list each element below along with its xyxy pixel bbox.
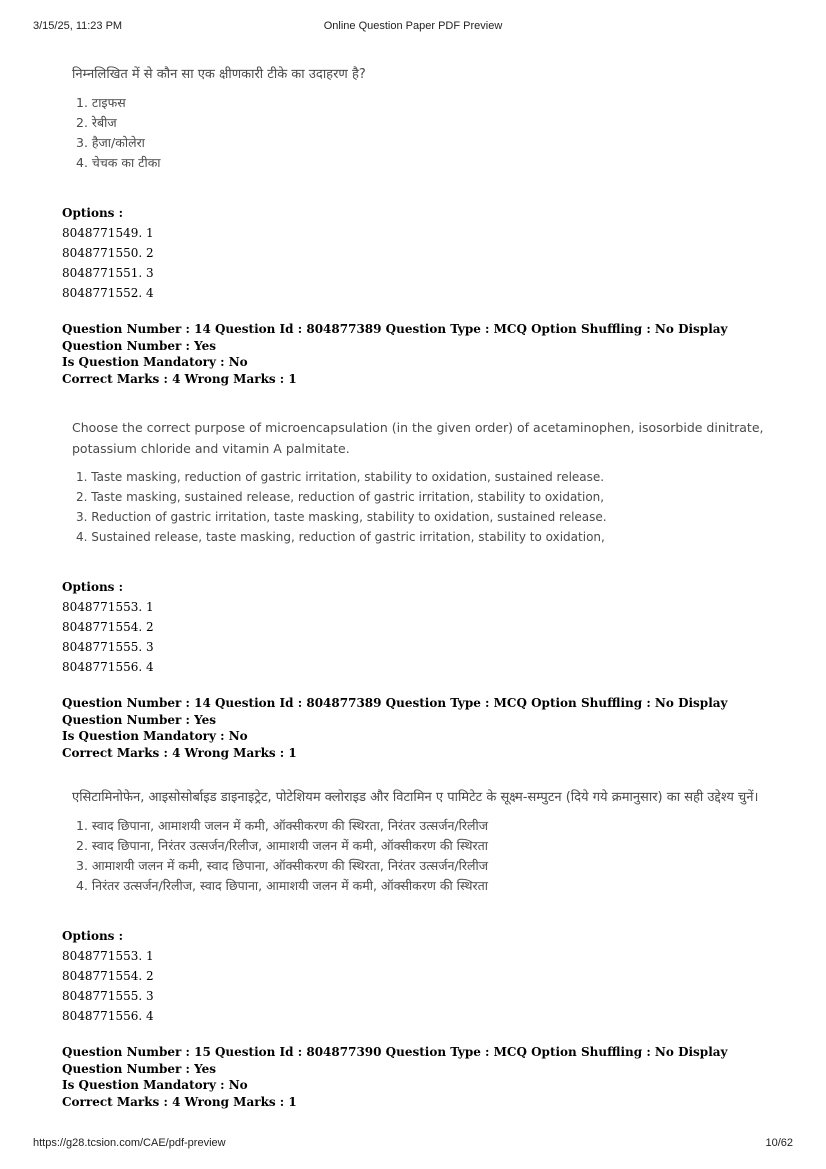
page-number: 10/62: [765, 1137, 793, 1149]
choice-3: 3. हैजा/कोलेरा: [76, 135, 145, 150]
option-item: 8048771549. 1: [62, 226, 154, 240]
meta-line: Is Question Mandatory : No: [62, 729, 248, 743]
choice-3: 3. Reduction of gastric irritation, taste masking, stability to oxidation, sustained release.: [76, 510, 607, 524]
question-image-2: [62, 417, 782, 547]
option-item: 8048771556. 4: [62, 1009, 154, 1023]
choice-4: 4. Sustained release, taste masking, reduction of gastric irritation, stability to oxidation,: [76, 530, 605, 544]
option-item: 8048771555. 3: [62, 640, 154, 654]
options-list-1: [62, 203, 782, 303]
choice-3: 3. आमाशयी जलन में कमी, स्वाद छिपाना, ऑक्सीकरण की स्थिरता, निरंतर उत्सर्जन/रिलीज: [76, 858, 488, 873]
question-image-1: [62, 64, 782, 173]
choice-1: 1. Taste masking, reduction of gastric irritation, stability to oxidation, sustained release.: [76, 470, 605, 484]
print-title: Online Question Paper PDF Preview: [323, 20, 503, 32]
option-item: 8048771552. 4: [62, 286, 154, 300]
option-item: 8048771551. 3: [62, 266, 154, 280]
meta-line: Question Number : 14 Question Id : 804877389 Question Type : MCQ Option Shuffling : No Display Question Number : Yes: [62, 696, 728, 727]
question-text: निम्नलिखित में से कौन सा एक क्षीणकारी टीके का उदाहरण है?: [72, 67, 366, 82]
option-item: 8048771550. 2: [62, 246, 154, 260]
options-label: Options :: [62, 206, 124, 220]
choice-4: 4. चेचक का टीका: [76, 155, 161, 170]
question-meta-1: [62, 321, 782, 387]
options-list-2: [62, 577, 782, 677]
option-item: 8048771556. 4: [62, 660, 154, 674]
choice-2: 2. Taste masking, sustained release, reduction of gastric irritation, stability to oxidation,: [76, 490, 605, 504]
options-list-3: [62, 926, 782, 1026]
page-content: [62, 64, 782, 1110]
option-item: 8048771553. 1: [62, 949, 154, 963]
question-text: Choose the correct purpose of microencapsulation (in the given order) of acetaminophen, isosorbide dinitrate, potassium chloride and vitamin A palmitate.: [72, 420, 764, 456]
meta-line: Correct Marks : 4 Wrong Marks : 1: [62, 371, 297, 386]
question-text: एसिटामिनोफेन, आइसोसोर्बाइड डाइनाइट्रेट, पोटेशियम क्लोराइड और विटामिन ए पामिटेट के सूक्ष्म-सम्पुटन (दिये गये क्रमानुसार) का सही उद्देश्य चुनें।: [72, 790, 759, 805]
choice-1: 1. स्वाद छिपाना, आमाशयी जलन में कमी, ऑक्सीकरण की स्थिरता, निरंतर उत्सर्जन/रिलीज: [76, 818, 488, 833]
question-image-3: [62, 787, 782, 896]
choice-2: 2. रेबीज: [76, 115, 117, 130]
question-meta-3: [62, 1044, 782, 1110]
choice-1: 1. टाइफस: [76, 95, 126, 110]
print-url: https://g28.tcsion.com/CAE/pdf-preview: [33, 1137, 226, 1149]
print-datetime: 3/15/25, 11:23 PM: [33, 20, 123, 32]
options-label: Options :: [62, 580, 124, 594]
meta-line: Correct Marks : 4 Wrong Marks : 1: [62, 745, 297, 760]
option-item: 8048771553. 1: [62, 600, 154, 614]
option-item: 8048771554. 2: [62, 969, 154, 983]
meta-line: Question Number : 14 Question Id : 804877389 Question Type : MCQ Option Shuffling : No Display Question Number : Yes: [62, 322, 728, 353]
meta-line: Is Question Mandatory : No: [62, 355, 248, 369]
choice-2: 2. स्वाद छिपाना, निरंतर उत्सर्जन/रिलीज, आमाशयी जलन में कमी, ऑक्सीकरण की स्थिरता: [76, 838, 488, 853]
choice-4: 4. निरंतर उत्सर्जन/रिलीज, स्वाद छिपाना, आमाशयी जलन में कमी, ऑक्सीकरण की स्थिरता: [76, 878, 488, 893]
options-label: Options :: [62, 929, 124, 943]
option-item: 8048771554. 2: [62, 620, 154, 634]
meta-line: Correct Marks : 4 Wrong Marks : 1: [62, 1094, 297, 1109]
meta-line: Is Question Mandatory : No: [62, 1078, 248, 1092]
question-meta-2: [62, 695, 782, 761]
meta-line: Question Number : 15 Question Id : 804877390 Question Type : MCQ Option Shuffling : No Display Question Number : Yes: [62, 1045, 728, 1076]
option-item: 8048771555. 3: [62, 989, 154, 1003]
